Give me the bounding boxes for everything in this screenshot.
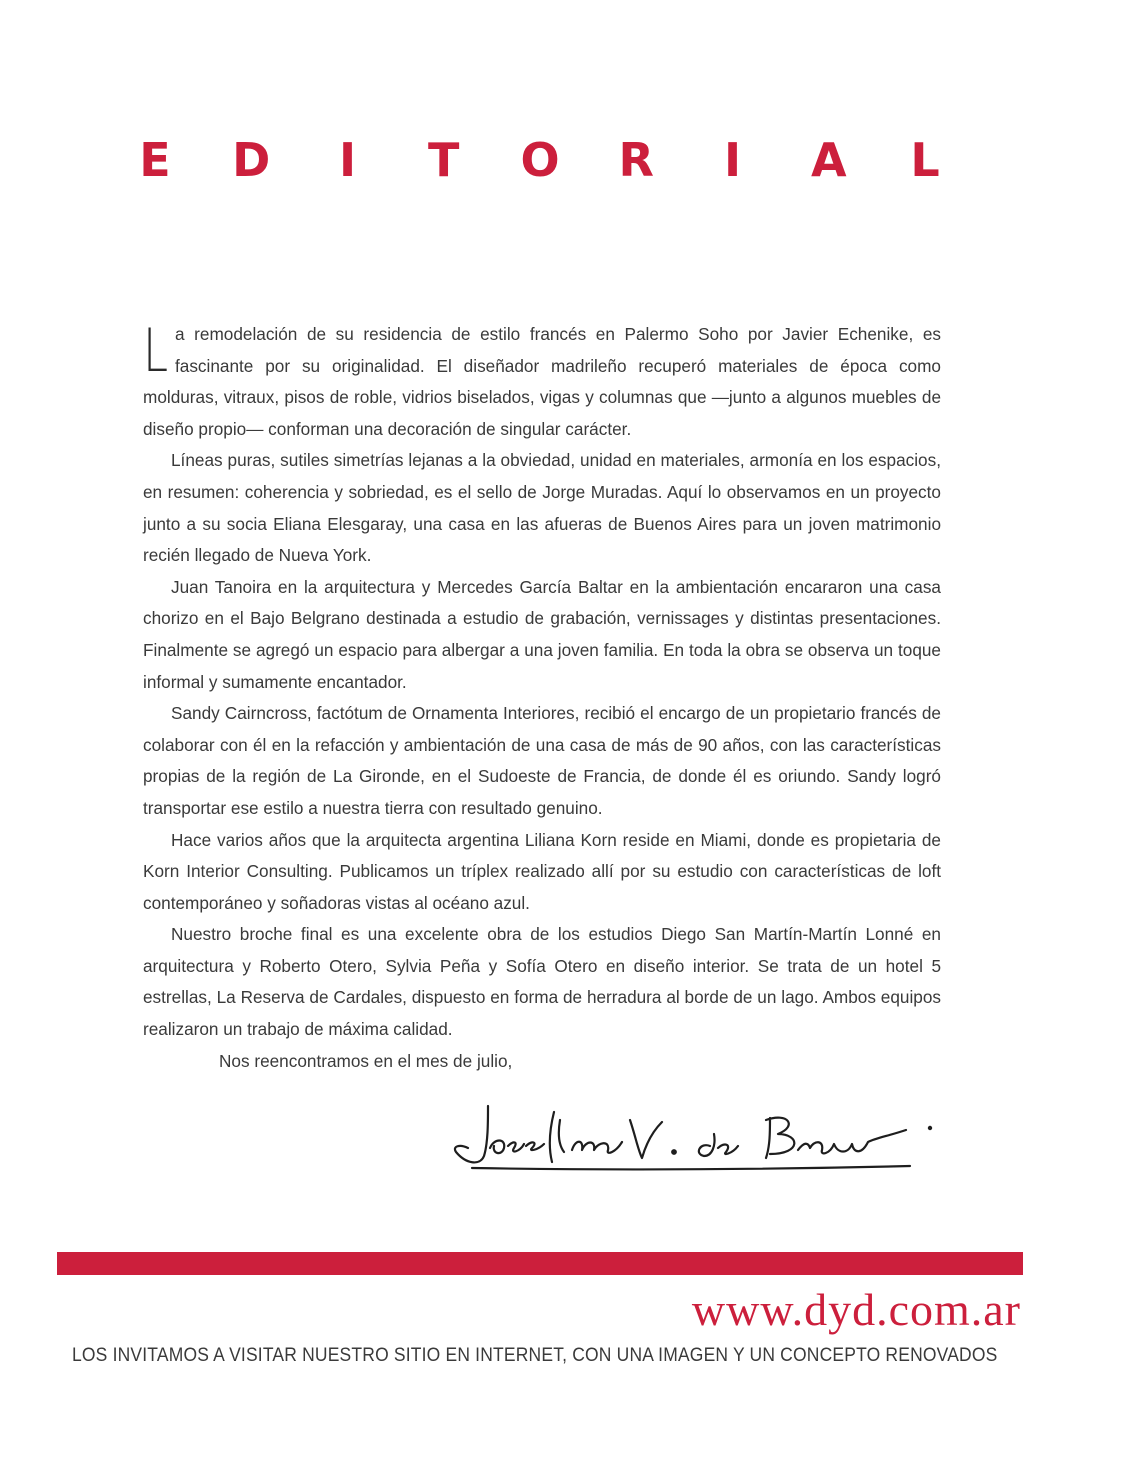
- title-letter: A: [810, 133, 847, 187]
- paragraph: Hace varios años que la arquitecta argentina Liliana Korn reside en Miami, donde es propietaria de Korn Interior Consulting. Publicamos un tríplex realizado allí por su estudio con características de loft contemporáneo y soñadoras vistas al océano azul.: [143, 829, 941, 913]
- red-divider-band: [57, 1252, 1023, 1275]
- signature-image: [448, 1098, 948, 1178]
- title-letter: O: [520, 133, 560, 187]
- title-letter: R: [618, 133, 654, 187]
- paragraph: Juan Tanoira en la arquitectura y Mercedes García Baltar en la ambientación encararon una casa chorizo en el Bajo Belgrano destinada a estudio de grabación, vernissages y distintas presentaciones. Finalmente se agregó un espacio para albergar a una joven familia. En toda la obra se observa un toque informal y sumamente encantador.: [143, 576, 941, 692]
- closing-line: Nos reencontramos en el mes de julio,: [219, 1050, 513, 1071]
- drop-cap: L: [143, 316, 169, 386]
- title-letter: I: [338, 133, 357, 187]
- paragraph: Líneas puras, sutiles simetrías lejanas a la obviedad, unidad en materiales, armonía en los espacios, en resumen: coherencia y sobriedad, es el sello de Jorge Muradas. Aquí lo observamos en un proyecto junto a su socia Eliana Elesgaray, una casa en las afueras de Buenos Aires para un joven matrimonio recién llegado de Nueva York.: [143, 450, 941, 566]
- footer-tagline: LOS INVITAMOS A VISITAR NUESTRO SITIO EN INTERNET, CON UNA IMAGEN Y UN CONCEPTO RENOVADOS: [72, 1345, 998, 1366]
- title-letter: L: [910, 133, 940, 187]
- title-letter: I: [723, 133, 742, 187]
- title-letter: D: [232, 133, 271, 187]
- article-body: [143, 316, 941, 1077]
- title-letter: E: [139, 133, 171, 187]
- paragraph: Sandy Cairncross, factótum de Ornamenta Interiores, recibió el encargo de un propietario francés de colaborar con él en la refacción y ambientación de una casa de más de 90 años, con las características propias de la región de La Gironde, en el Sudoeste de Francia, de donde él es oriundo. Sandy logró transportar ese estilo a nuestra tierra con resultado genuino.: [143, 703, 941, 818]
- title-letter: T: [428, 133, 460, 187]
- website-url[interactable]: www.dyd.com.ar: [691, 1284, 1021, 1335]
- paragraph: Nuestro broche final es una excelente obra de los estudios Diego San Martín-Martín Lonné en arquitectura y Roberto Otero, Sylvia Peña y Sofía Otero en diseño interior. Se trata de un hotel 5 estrellas, La Reserva de Cardales, dispuesto en forma de herradura al borde de un lago. Ambos equipos realizaron un trabajo de máxima calidad.: [143, 924, 941, 1040]
- paragraph: [143, 316, 941, 445]
- page-title: [135, 132, 945, 188]
- paragraph-text: a remodelación de su residencia de estilo francés en Palermo Soho por Javier Echenike, es fascinante por su originalidad. El diseñador madrileño recuperó materiales de época como molduras, vitraux, pisos de roble, vidrios biselados, vigas y columnas que —junto a algunos muebles de diseño propio— conforman una decoración de singular carácter.: [143, 324, 941, 439]
